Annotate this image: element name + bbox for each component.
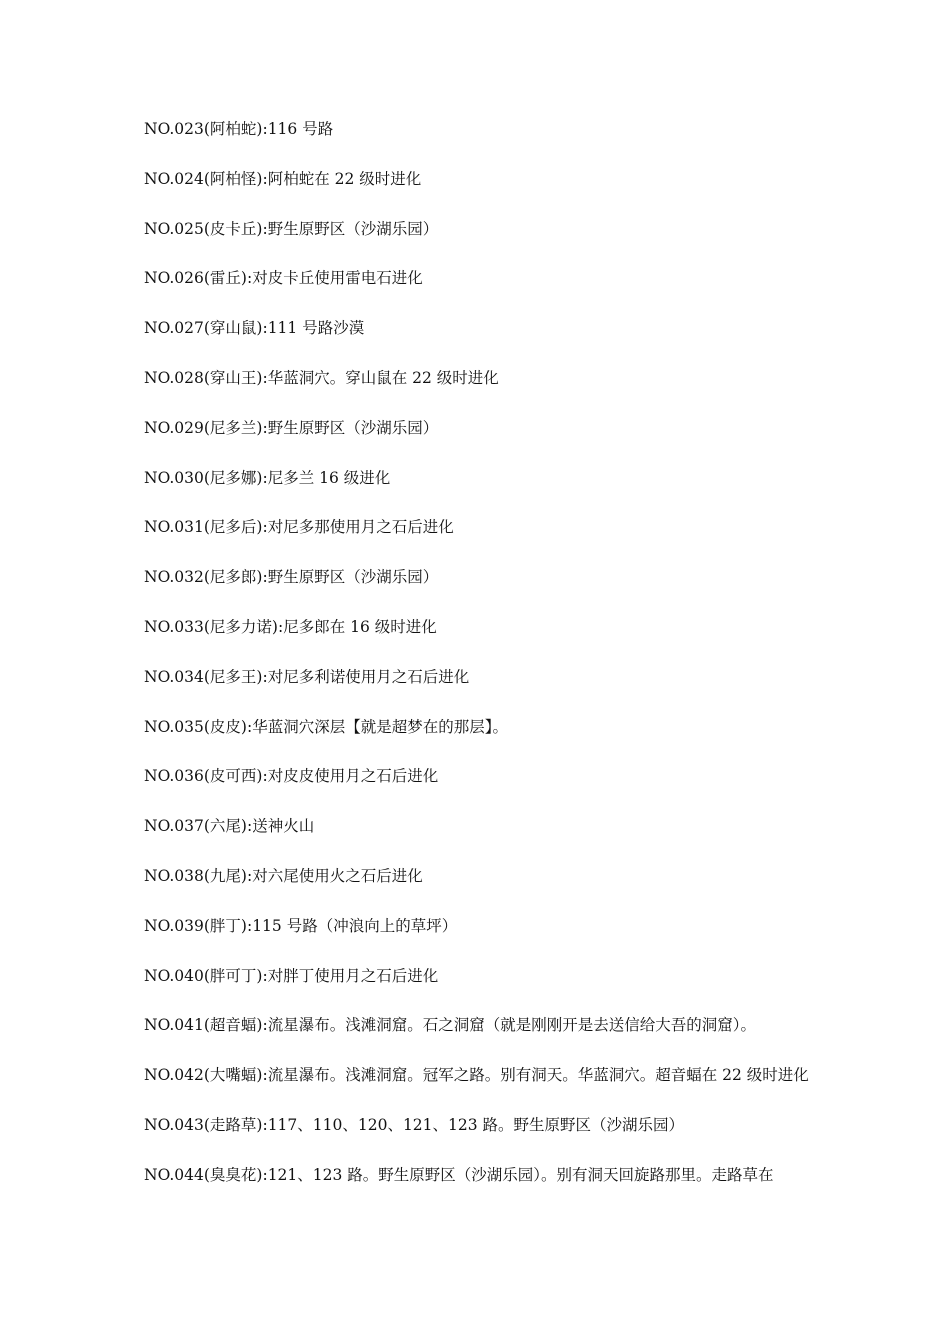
entry-no028: NO.028(穿山王):华蓝洞穴。穿山鼠在 22 级时进化	[144, 368, 499, 387]
entry-no044: NO.044(臭臭花):121、123 路。野生原野区（沙湖乐园）。别有洞天回旋路那里。走路草在	[144, 1165, 774, 1184]
entry-no025: NO.025(皮卡丘):野生原野区（沙湖乐园）	[144, 219, 439, 238]
entry-no034: NO.034(尼多王):对尼多利诺使用月之石后进化	[144, 667, 470, 686]
entry-no033: NO.033(尼多力诺):尼多郎在 16 级时进化	[144, 617, 437, 636]
entry-no024: NO.024(阿柏怪):阿柏蛇在 22 级时进化	[144, 169, 422, 188]
entry-no032: NO.032(尼多郎):野生原野区（沙湖乐园）	[144, 568, 439, 587]
entry-no042: NO.042(大嘴蝠):流星瀑布。浅滩洞窟。冠军之路。别有洞天。华蓝洞穴。超音蝠在 22 级时进化	[144, 1066, 809, 1085]
document-body	[144, 117, 810, 1213]
entry-no030: NO.030(尼多娜):尼多兰 16 级进化	[144, 468, 391, 487]
entry-no037: NO.037(六尾):送神火山	[144, 817, 315, 836]
entry-no029: NO.029(尼多兰):野生原野区（沙湖乐园）	[144, 418, 439, 437]
entry-no036: NO.036(皮可西):对皮皮使用月之石后进化	[144, 767, 439, 786]
entry-no035: NO.035(皮皮):华蓝洞穴深层【就是超梦在的那层】。	[144, 717, 508, 736]
entry-no041: NO.041(超音蝠):流星瀑布。浅滩洞窟。石之洞窟（就是刚刚开是去送信给大吾的洞窟）。	[144, 1016, 756, 1035]
entry-no043: NO.043(走路草):117、110、120、121、123 路。野生原野区（沙湖乐园）	[144, 1115, 685, 1134]
entry-no039: NO.039(胖丁):115 号路（冲浪向上的草坪）	[144, 916, 458, 935]
entry-no027: NO.027(穿山鼠):111 号路沙漠	[144, 319, 365, 338]
entry-no031: NO.031(尼多后):对尼多那使用月之石后进化	[144, 518, 454, 537]
entry-no023: NO.023(阿柏蛇):116 号路	[144, 120, 334, 138]
entry-no040: NO.040(胖可丁):对胖丁使用月之石后进化	[144, 966, 439, 985]
entry-no026: NO.026(雷丘):对皮卡丘使用雷电石进化	[144, 269, 423, 288]
entry-no038: NO.038(九尾):对六尾使用火之石后进化	[144, 866, 423, 885]
